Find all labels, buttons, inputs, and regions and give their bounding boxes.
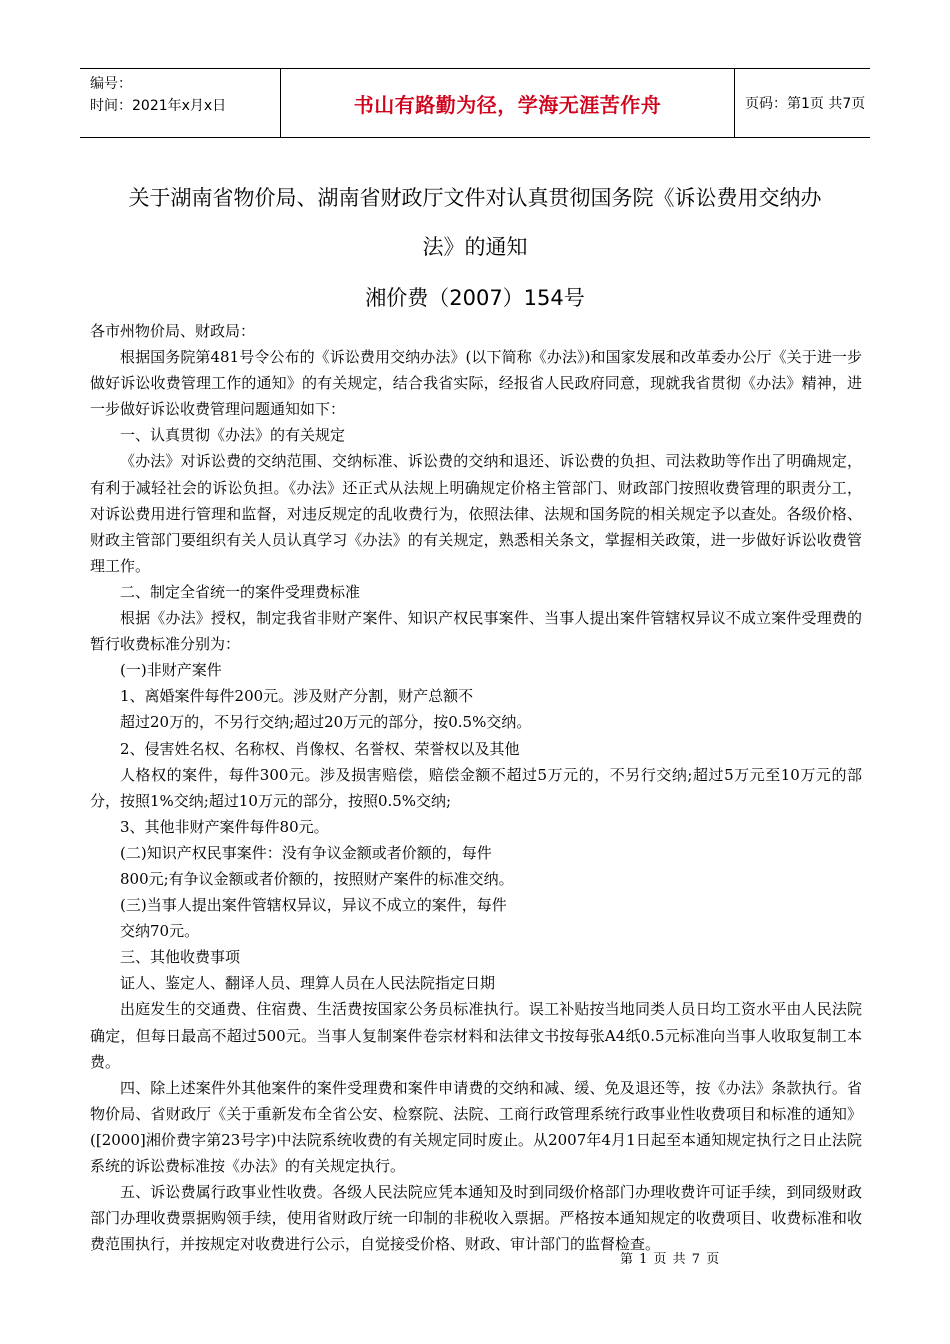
header-page-cell bbox=[735, 69, 870, 137]
section-1-paragraph: 《办法》对诉讼费的交纳范围、交纳标准、诉讼费的交纳和退还、诉讼费的负担、司法救助等作出了明确规定，有利于减轻社会的诉讼负担。《办法》还正式从法规上明确规定价格主管部门、财政部门按照收费管理的职责分工，对诉讼费用进行管理和监督，对违反规定的乱收费行为，依照法律、法规和国务院的相关规定予以查处。各级价格、财政主管部门要组织有关人员认真学习《办法》的有关规定，熟悉相关条文，掌握相关政策，进一步做好诉讼收费管理工作。 bbox=[90, 452, 862, 575]
document-number-label: 编号： bbox=[90, 76, 132, 92]
header-motto-cell bbox=[280, 69, 735, 137]
section-2-item-1-line-1: 1、离婚案件每件200元。涉及财产分割，财产总额不 bbox=[120, 687, 474, 706]
section-2-paragraph: 根据《办法》授权，制定我省非财产案件、知识产权民事案件、当事人提出案件管辖权异议不成立案件受理费的暂行收费标准分别为： bbox=[90, 609, 862, 654]
intro-paragraph: 根据国务院第481号令公布的《诉讼费用交纳办法》(以下简称《办法》)和国家发展和改革委办公厅《关于进一步做好诉讼收费管理工作的通知》的有关规定，结合我省实际，经报省人民政府同意，现就我省贯彻《办法》精神，进一步做好诉讼收费管理问题通知如下： bbox=[90, 348, 862, 419]
section-2-subheading-2-line-1: (二)知识产权民事案件：没有争议金额或者价额的，每件 bbox=[120, 843, 492, 862]
section-3-paragraph: 出庭发生的交通费、住宿费、生活费按国家公务员标准执行。误工补贴按当地同类人员日均工资水平由人民法院确定，但每日最高不超过500元。当事人复制案件卷宗材料和法律文书按每张A4纸0.5元标准向当事人收取复制工本费。 bbox=[90, 1000, 862, 1071]
section-2-item-3: 3、其他非财产案件每件80元。 bbox=[120, 817, 329, 836]
header-info-cell bbox=[80, 69, 280, 137]
motto-text: 书山有路勤为径，学海无涯苦作舟 bbox=[353, 92, 662, 117]
section-2-item-2-line-2: 人格权的案件，每件300元。涉及损害赔偿，赔偿金额不超过5万元的，不另行交纳;超过5万元至10万元的部分，按照1%交纳;超过10万元的部分，按照0.5%交纳; bbox=[90, 765, 862, 810]
section-2-subheading-2-line-2: 800元;有争议金额或者价额的，按照财产案件的标准交纳。 bbox=[120, 869, 514, 888]
document-body bbox=[90, 318, 862, 1257]
document-reference-number: 湘价费（2007）154号 bbox=[365, 286, 585, 310]
document-header bbox=[80, 68, 870, 138]
section-2-subheading-3-line-1: (三)当事人提出案件管辖权异议，异议不成立的案件，每件 bbox=[120, 896, 507, 915]
section-2-item-1-line-2: 超过20万的，不另行交纳;超过20万元的部分，按0.5%交纳。 bbox=[120, 713, 532, 732]
page-footer: 第 1 页 共 7 页 bbox=[620, 1252, 721, 1267]
section-2-item-2-line-1: 2、侵害姓名权、名称权、肖像权、名誉权、荣誉权以及其他 bbox=[120, 739, 520, 758]
section-1-heading: 一、认真贯彻《办法》的有关规定 bbox=[120, 426, 346, 445]
document-title-line-2: 法》的通知 bbox=[422, 235, 528, 259]
section-2-subheading-1: (一)非财产案件 bbox=[120, 661, 222, 680]
section-2-heading: 二、制定全省统一的案件受理费标准 bbox=[120, 582, 361, 601]
section-5-paragraph: 五、诉讼费属行政事业性收费。各级人民法院应凭本通知及时到同级价格部门办理收费许可证手续，到同级财政部门办理收费票据购领手续，使用省财政厅统一印制的非税收入票据。严格按本通知规定的收费项目、收费标准和收费范围执行，并按规定对收费进行公示，自觉接受价格、财政、审计部门的监督检查。 bbox=[90, 1183, 862, 1254]
section-2-subheading-3-line-2: 交纳70元。 bbox=[120, 922, 200, 941]
header-page-label: 页码：第1页 共7页 bbox=[745, 96, 866, 112]
section-4-paragraph: 四、除上述案件外其他案件的案件受理费和案件申请费的交纳和减、缓、免及退还等，按《办法》条款执行。省物价局、省财政厅《关于重新发布全省公安、检察院、法院、工商行政管理系统行政事业性收费项目和标准的通知》([2000]湘价费字第23号字)中法院系统收费的有关规定同时废止。从2007年4月1日起至本通知规定执行之日止法院系统的诉讼费标准按《办法》的有关规定执行。 bbox=[90, 1078, 862, 1175]
section-3-heading: 三、其他收费事项 bbox=[120, 948, 241, 967]
salutation: 各市州物价局、财政局： bbox=[90, 322, 256, 340]
document-title-line-1: 关于湖南省物价局、湖南省财政厅文件对认真贯彻国务院《诉讼费用交纳办 bbox=[128, 186, 822, 210]
document-date-label: 时间：2021年x月x日 bbox=[90, 98, 227, 114]
section-3-paragraph-line-1: 证人、鉴定人、翻译人员、理算人员在人民法院指定日期 bbox=[120, 974, 496, 993]
